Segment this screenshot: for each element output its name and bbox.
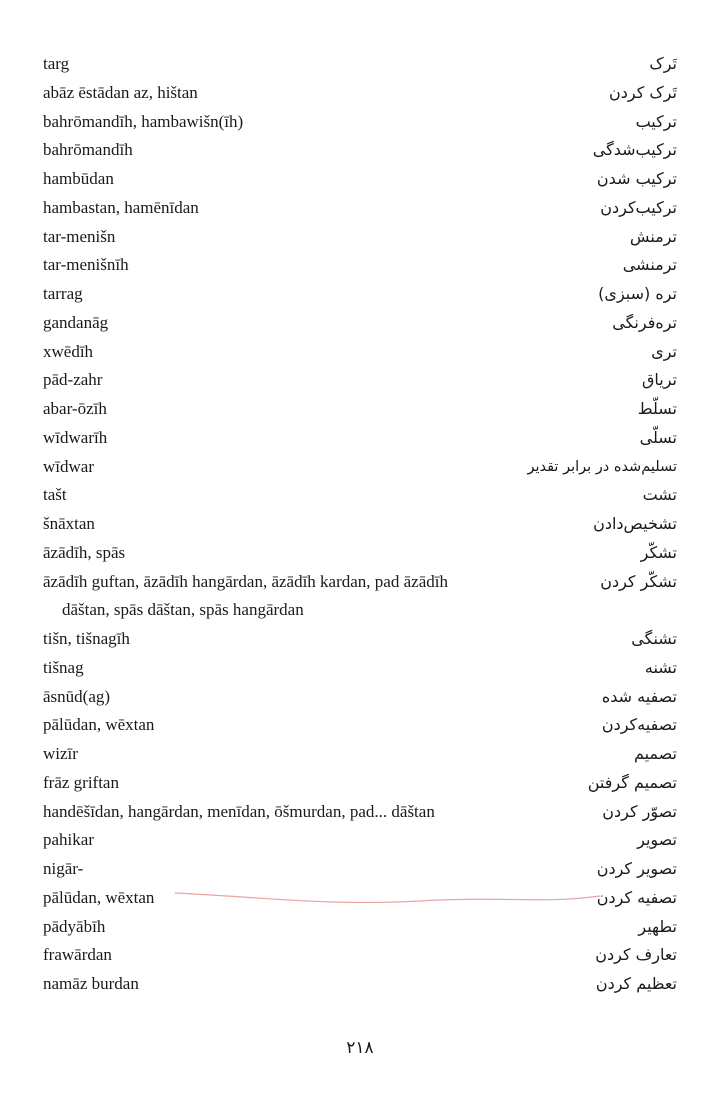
pahlavi-term: wizīr (43, 744, 78, 763)
entry-row (43, 968, 677, 997)
pahlavi-term: frāz griftan (43, 772, 119, 792)
persian-term: تعارف کردن (595, 945, 677, 965)
pahlavi-term: hambastan, hamēnīdan (43, 197, 199, 217)
persian-term: تصوّر کردن (602, 801, 677, 821)
persian-term: تسلّی (639, 427, 677, 447)
entry-row (43, 278, 677, 307)
entry-row (43, 479, 677, 508)
persian-term: ترکیب‌کردن (600, 197, 677, 217)
page-number: ۲۱۸ (346, 1038, 374, 1058)
persian-term: تریاق (641, 370, 677, 390)
persian-term: تشنه (644, 657, 677, 677)
entry-row (43, 106, 677, 135)
persian-term: تصویر کردن (596, 859, 677, 878)
persian-term: تطهیر (638, 916, 677, 936)
persian-term: ترمنشی (622, 255, 677, 275)
entry-row (43, 767, 677, 796)
pahlavi-term: pād-zahr (43, 370, 103, 390)
pahlavi-term: wīdwar (43, 456, 94, 476)
pahlavi-term (43, 568, 563, 626)
pahlavi-term: hambūdan (43, 169, 114, 188)
entry-row (43, 853, 677, 882)
persian-term: تره (سبزی) (598, 284, 677, 303)
entry-row (43, 422, 677, 451)
entry-row (43, 393, 677, 422)
persian-term: تره‌فرنگی (612, 312, 677, 332)
persian-term: تشخیص‌دادن (593, 514, 677, 533)
pahlavi-term: tišn, tišnagīh (43, 629, 130, 648)
persian-term: تصفیه‌کردن (601, 715, 677, 735)
persian-term: تصفیه شده (601, 686, 677, 706)
persian-term: ترکیب‌شدگی (592, 140, 677, 160)
entry-row (43, 48, 677, 77)
pahlavi-term: tar-menišn (43, 226, 116, 246)
entry-row (43, 451, 677, 480)
entry-row (43, 249, 677, 278)
pahlavi-term: bahrōmandīh (43, 140, 133, 160)
entry-list (43, 48, 677, 997)
entry-row (43, 882, 677, 911)
persian-term: تشکّر کردن (600, 571, 677, 591)
entry-row (43, 192, 677, 221)
persian-term: تصویر (637, 830, 677, 850)
pahlavi-term: namāz burdan (43, 974, 139, 993)
persian-term: تعظیم کردن (595, 974, 677, 993)
pahlavi-term: wīdwarīh (43, 427, 108, 447)
persian-term: تَرک کردن (608, 82, 677, 102)
entry-row (43, 336, 677, 365)
entry-row (43, 652, 677, 681)
entry-row (43, 537, 677, 566)
pahlavi-term: targ (43, 54, 70, 73)
persian-term: تسلّط (637, 399, 677, 418)
pahlavi-term: pahikar (43, 830, 94, 850)
pahlavi-term: gandanāg (43, 312, 109, 332)
entry-row (43, 939, 677, 968)
pahlavi-term: tišnag (43, 657, 84, 677)
entry-row (43, 77, 677, 106)
pahlavi-term-line1: āzādīh guftan, āzādīh hangārdan, āzādīh kardan, pad āzādīh (43, 571, 448, 591)
entry-row (43, 134, 677, 163)
entry-row (43, 364, 677, 393)
persian-term: ترمنش (629, 226, 677, 246)
entry-row (43, 221, 677, 250)
entry-row (43, 709, 677, 738)
persian-term: تسلیم‌شده در برابر تقدیر (527, 458, 677, 475)
persian-term: تصفیه کردن (596, 887, 677, 907)
pahlavi-term: tar-menišnīh (43, 255, 129, 275)
persian-term: تشکّر (640, 542, 677, 562)
entry-row (43, 623, 677, 652)
pahlavi-term: frawārdan (43, 945, 112, 965)
entry-row (43, 508, 677, 537)
persian-term: تشت (642, 485, 677, 505)
entry-row (43, 911, 677, 940)
persian-term: تَرک (649, 54, 677, 73)
pahlavi-term: āsnūd(ag) (43, 686, 111, 706)
entry-row (43, 307, 677, 336)
pahlavi-term: bahrōmandīh, hambawišn(īh) (43, 111, 244, 131)
persian-term: تصمیم گرفتن (587, 772, 677, 792)
entry-row (43, 796, 677, 825)
entry-row (43, 566, 677, 624)
pahlavi-term: nigār- (43, 859, 84, 878)
pahlavi-term: tašt (43, 485, 67, 505)
pahlavi-term-continuation: dāštan, spās dāštan, spās hangārdan (62, 600, 304, 620)
pahlavi-term: pālūdan, wēxtan (43, 715, 155, 735)
pahlavi-term: pādyābīh (43, 916, 106, 936)
entry-row (43, 163, 677, 192)
pahlavi-term: tarrag (43, 284, 83, 303)
pahlavi-term: abāz ēstādan az, hištan (43, 82, 198, 102)
entry-row (43, 824, 677, 853)
pahlavi-term: handēšīdan, hangārdan, menīdan, ōšmurdan, pad... dāštan (43, 801, 435, 821)
persian-term: ترکیب شدن (596, 169, 677, 188)
pahlavi-term: āzādīh, spās (43, 542, 126, 562)
pahlavi-term: šnāxtan (43, 514, 95, 533)
persian-term: تشنگی (631, 629, 677, 648)
pahlavi-term: xwēdīh (43, 341, 94, 361)
pahlavi-term: abar-ōzīh (43, 399, 107, 418)
entry-row (43, 738, 677, 767)
persian-term: تری (651, 341, 677, 361)
entry-row (43, 681, 677, 710)
pahlavi-term: pālūdan, wēxtan (43, 887, 155, 907)
persian-term: ترکیب (635, 111, 677, 131)
persian-term: تصمیم (633, 744, 677, 763)
